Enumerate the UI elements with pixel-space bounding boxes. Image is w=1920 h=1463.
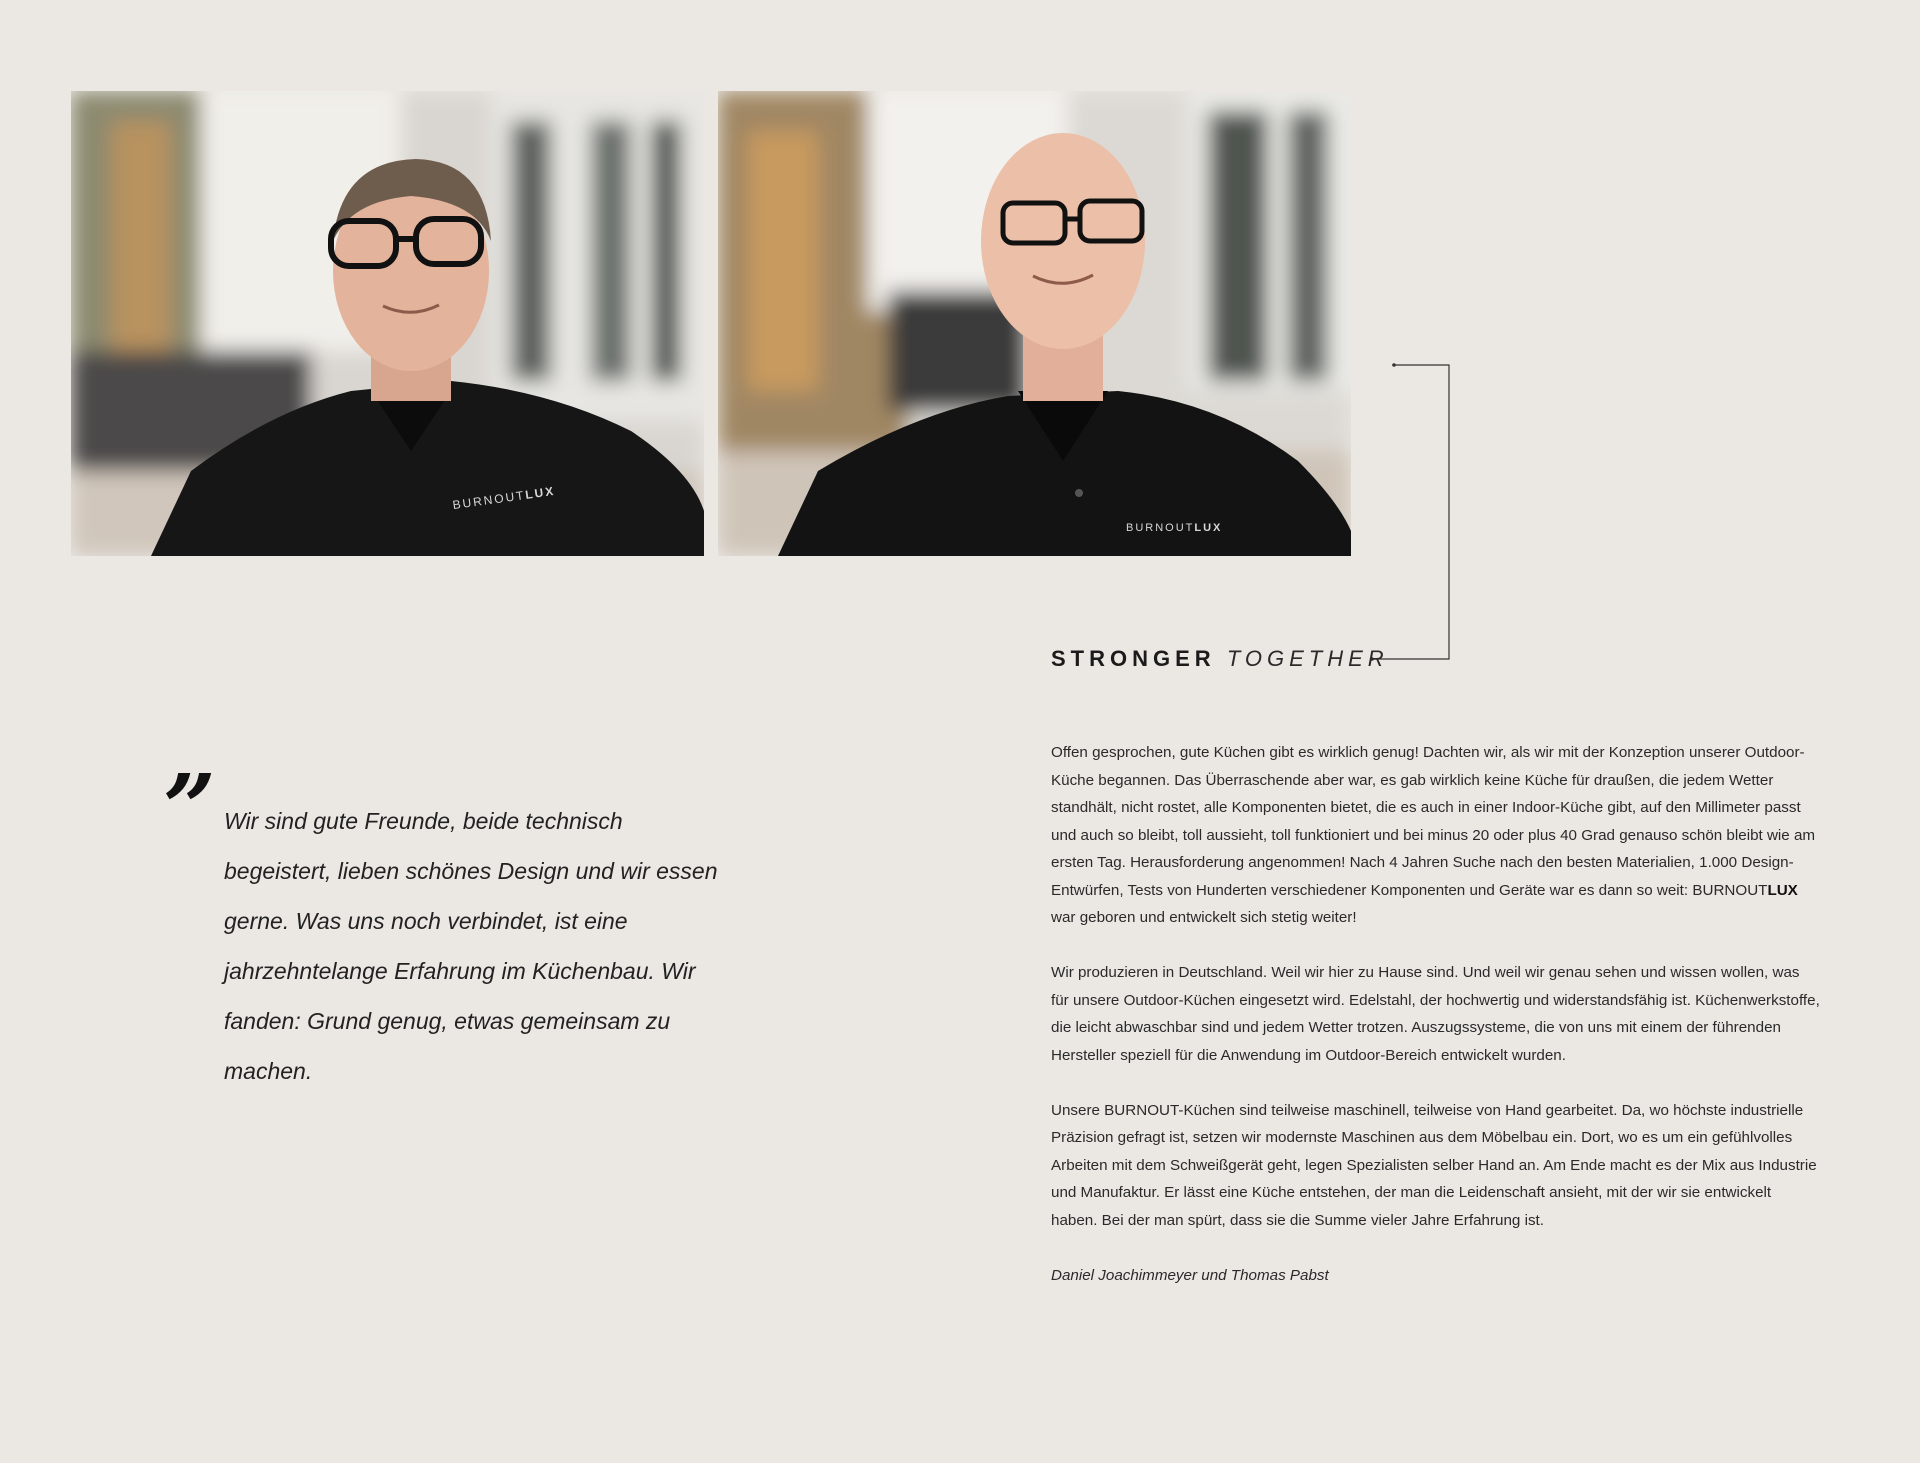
- paragraph-craft: Unsere BURNOUT-Küchen sind teilweise maschinell, teilweise von Hand gearbeitet. Da, wo höchste industrielle Präzision gefragt ist, setzen wir modernste Maschinen aus dem Möbelbau ein. Dort, wo es um ein gefühlvolles Arbeiten mit dem Schweißgerät geht, legen Spezialisten selber Hand an. Am Ende macht es der Mix aus Industrie und Manufaktur. Er lässt eine Küche entstehen, der man die Leidenschaft ansieht, mit der wir sie entwickelt haben. Bei der man spürt, dass sie die Summe vieler Jahre Erfahrung ist.: [1051, 1101, 1817, 1229]
- svg-text:BURNOUTLUX: [1126, 522, 1222, 534]
- portrait-photo-left: [71, 91, 704, 556]
- portrait-photo-right: [718, 91, 1351, 556]
- portrait-image: [71, 91, 704, 556]
- portrait-image: [718, 91, 1351, 556]
- brand-accent: LUX: [1767, 881, 1798, 899]
- shirt-logo-main: BURNOUT: [451, 488, 527, 513]
- paragraph-intro: Offen gesprochen, gute Küchen gibt es wirklich genug! Dachten wir, als wir mit der Konzeption unserer Outdoor-Küche begannen. Das Überraschende aber war, es gab wirklich keine Küche für draußen, die jedem Wetter standhält, nicht rostet, alle Komponenten bietet, die es auch in einer Indoor-Küche gibt, auf den Millimeter passt und auch so bleibt, toll aussieht, toll funktioniert und bei minus 20 oder plus 40 Grad genauso schön bleibt wie am ersten Tag. Herausforderung angenommen! Nach 4 Jahren Suche nach den besten Materialien, 1.000 Design-Entwürfen, Tests von Hunderten verschiedener Komponenten und Geräte war es dann so weit: BURNOUTLUX war geboren und entwickelt sich stetig weiter!: [1051, 744, 1816, 926]
- paragraph-production: Wir produzieren in Deutschland. Weil wir hier zu Hause sind. Und weil wir genau sehen und wissen wollen, was für unsere Outdoor-Küchen eingesetzt wird. Edelstahl, der hochwertig und widerstandsfähig ist. Küchenwerkstoffe, die leicht abwaschbar sind und jedem Wetter trotzen. Auszugssysteme, die von uns mit einem der führenden Hersteller speziell für die Anwendung im Outdoor-Bereich entwickelt wurden.: [1051, 964, 1820, 1064]
- signature: Daniel Joachimmeyer und Thomas Pabst: [1051, 1266, 1329, 1284]
- pull-quote: Wir sind gute Freunde, beide technisch begeistert, lieben schönes Design und wir essen gerne. Was uns noch verbindet, ist eine jahrzehntelange Erfahrung im Küchenbau. Wir fanden: Grund genug, etwas gemeinsam zu machen.: [224, 808, 718, 1084]
- heading-light: TOGETHER: [1226, 646, 1389, 671]
- connector-line: [1370, 360, 1470, 670]
- section-heading: [1051, 646, 1389, 672]
- quote-mark-icon: ”: [163, 754, 216, 862]
- heading-strong: STRONGER: [1051, 646, 1216, 671]
- shirt-logo-accent: LUX: [524, 483, 557, 502]
- shirt-logo-main: BURNOUT: [1126, 522, 1195, 534]
- body-text: [1051, 739, 1821, 1317]
- shirt-logo-accent: LUX: [1194, 522, 1223, 534]
